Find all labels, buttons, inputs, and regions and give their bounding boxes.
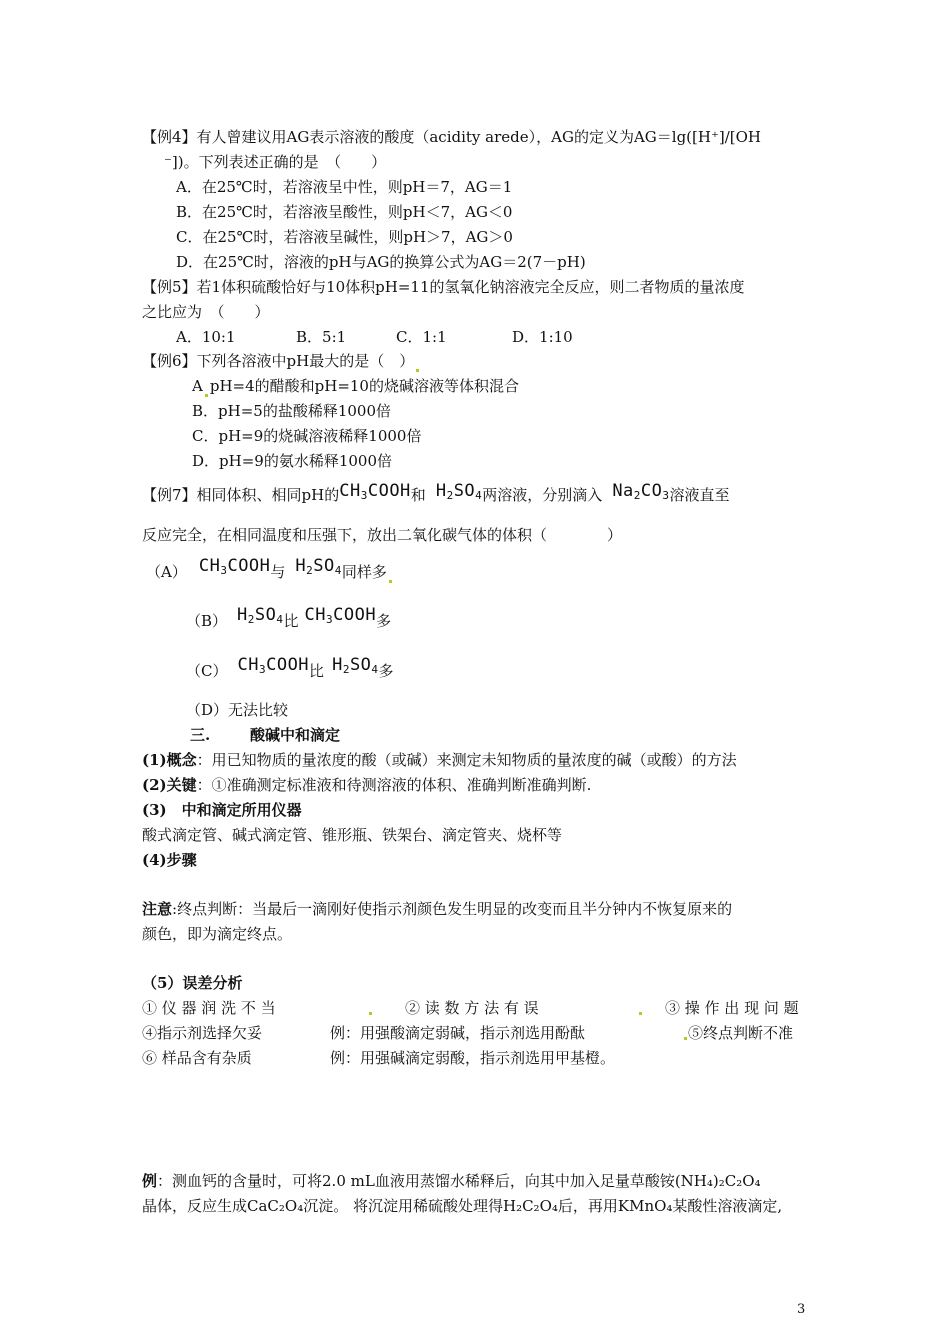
error-item-5: ⑤终点判断不准 (688, 1024, 794, 1042)
formula-ch3cooh: $CH_3COOH$ (339, 481, 411, 502)
page-number: 3 (797, 1302, 806, 1317)
formula-h2so4: $H_2SO_4$ (295, 556, 342, 577)
instruments-list: 酸式滴定管、碱式滴定管、锥形瓶、铁架台、滴定管夹、烧杯等 (142, 826, 563, 844)
example6-option-d: D．pH=9的氨水稀释1000倍 (192, 452, 392, 470)
error-item-2: ② 读 数 方 法 有 误 (405, 999, 539, 1017)
edit-mark-icon (684, 1037, 687, 1040)
edit-mark-icon (416, 369, 419, 372)
steps-heading: (4)步骤 (142, 851, 197, 869)
final-example-line2: 晶体，反应生成CaC₂O₄沉淀。 将沉淀用稀硫酸处理得H₂C₂O₄后，再用KMnO₄某酸性溶液滴定, (142, 1197, 783, 1215)
example6-option-a: A pH=4的醋酸和pH=10的烧碱溶液等体积混合 (192, 377, 519, 395)
concept-line: (1)概念：用已知物质的量浓度的酸（或碱）来测定未知物质的量浓度的碱（或酸）的方法 (142, 751, 737, 769)
example7-option-d: （D）无法比较 (186, 701, 289, 719)
formula-ch3cooh: $CH_3COOH$ (304, 605, 377, 626)
note-line2: 颜色，即为滴定终点。 (142, 925, 293, 943)
example6-option-c: C．pH=9的烧碱溶液稀释1000倍 (192, 427, 422, 445)
error-item-6-example: 例：用强碱滴定弱酸，指示剂选用甲基橙。 (330, 1049, 616, 1067)
example7-line2: 反应完全，在相同温度和压强下，放出二氧化碳气体的体积（ ） (142, 526, 623, 544)
formula-h2so4: $H_2SO_4$ (237, 605, 284, 626)
example4-line2: ⁻])。下列表述正确的是 （ ） (164, 153, 387, 171)
example7-option-c: （C） $CH_3COOH$比 $H_2SO_4$多 (186, 655, 394, 680)
section3-number: 三. (190, 726, 211, 744)
error-item-1: ① 仪 器 润 洗 不 当 (142, 999, 276, 1017)
error-analysis-heading: （5）误差分析 (142, 974, 243, 992)
example6-option-b: B．pH=5的盐酸稀释1000倍 (192, 402, 391, 420)
edit-mark-icon (205, 394, 208, 397)
example6-line1: 【例6】下列各溶液中pH最大的是（ ） (142, 351, 421, 372)
example4-option-d: D．在25℃时，溶液的pH与AG的换算公式为AG＝2(7－pH) (176, 253, 586, 271)
instruments-heading: (3) 中和滴定所用仪器 (142, 801, 302, 819)
example4-option-b: B．在25℃时，若溶液呈酸性，则pH＜7，AG＜0 (176, 203, 513, 221)
example5-option-c: C．1:1 (396, 328, 447, 346)
edit-mark-icon (369, 1012, 372, 1015)
edit-mark-icon (389, 580, 392, 583)
example7-line1: 【例7】相同体积、相同pH的$CH_3COOH$和 $H_2SO_4$两溶液，分别滴入 $Na_2CO_3$溶液直至 (142, 481, 730, 504)
formula-ch3cooh: $CH_3COOH$ (198, 556, 271, 577)
example5-option-a: A．10:1 (176, 328, 236, 346)
error-item-3: ③ 操 作 出 现 问 题 (665, 999, 799, 1017)
example7-option-a: （A） $CH_3COOH$与 $H_2SO_4$同样多 (146, 552, 394, 586)
section3-heading: 酸碱中和滴定 (250, 726, 341, 744)
formula-ch3cooh: $CH_3COOH$ (237, 655, 310, 676)
formula-h2so4: $H_2SO_4$ (332, 655, 379, 676)
example7-option-b: （B） $H_2SO_4$比 $CH_3COOH$多 (186, 605, 392, 630)
error-item-4-example: 例：用强酸滴定弱碱，指示剂选用酚酞 (330, 1024, 586, 1042)
example5-line1: 【例5】若1体积硫酸恰好与10体积pH=11的氢氧化钠溶液完全反应，则二者物质的量浓度 (142, 278, 745, 296)
example4-option-a: A．在25℃时，若溶液呈中性，则pH＝7，AG＝1 (176, 178, 513, 196)
error-item-6: ⑥ 样品含有杂质 (142, 1049, 252, 1067)
final-example-line1: 例：测血钙的含量时，可将2.0 mL血液用蒸馏水稀释后，向其中加入足量草酸铵(NH₄)₂C₂O₄ (142, 1172, 761, 1190)
key-line: (2)关键：①准确测定标准液和待测溶液的体积、准确判断准确判断. (142, 776, 592, 794)
example5-line2: 之比应为 （ ） (142, 303, 270, 321)
formula-h2so4: $H_2SO_4$ (435, 481, 483, 502)
formula-na2co3: $Na_2CO_3$ (612, 481, 670, 502)
example4-line1: 【例4】有人曾建议用AG表示溶液的酸度（acidity arede），AG的定义为AG＝lg([H⁺]/[OH (142, 128, 762, 146)
example4-option-c: C．在25℃时，若溶液呈碱性，则pH＞7，AG＞0 (176, 228, 513, 246)
example5-option-d: D．1:10 (512, 328, 573, 346)
edit-mark-icon (639, 1012, 642, 1015)
note-line1: 注意:终点判断：当最后一滴刚好使指示剂颜色发生明显的改变而且半分钟内不恢复原来的 (142, 900, 733, 918)
example5-option-b: B．5:1 (296, 328, 347, 346)
error-item-4: ④指示剂选择欠妥 (142, 1024, 263, 1042)
